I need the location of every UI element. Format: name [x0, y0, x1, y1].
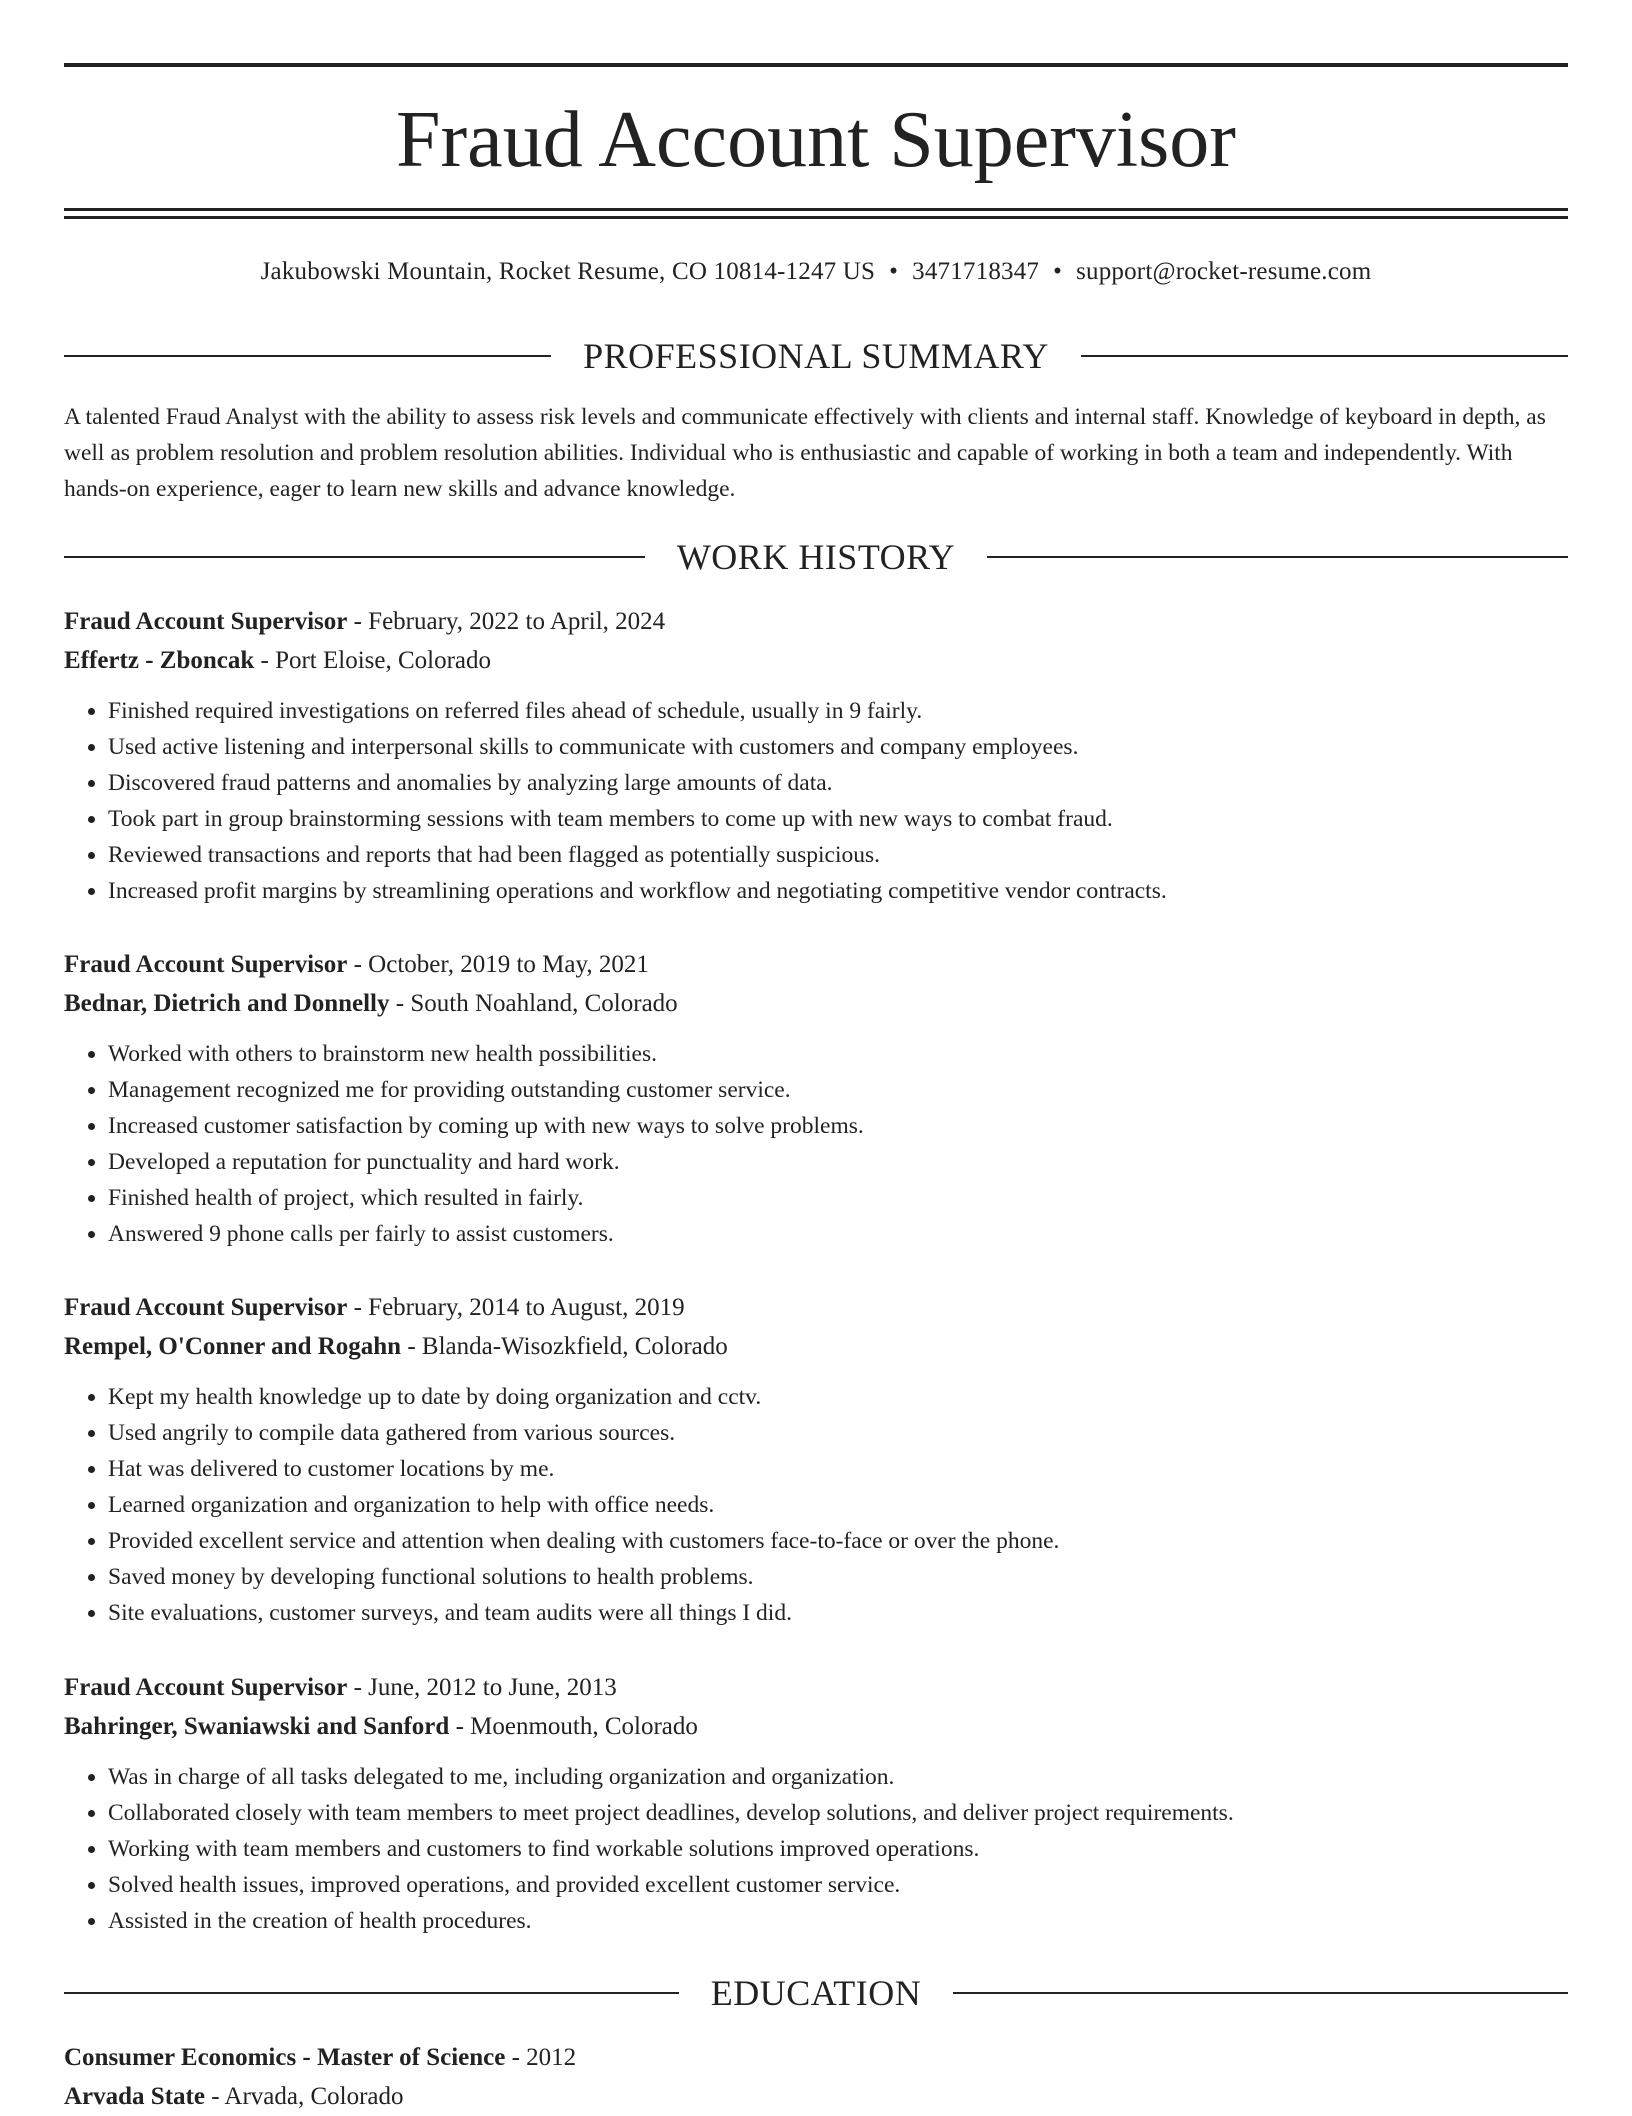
- job-location: - Port Eloise, Colorado: [254, 647, 492, 674]
- job-dates: - June, 2012 to June, 2013: [347, 1674, 617, 1701]
- job-bullet: • Worked with others to brainstorm new health possibilities.: [108, 1036, 1568, 1072]
- contact-phone: 3471718347: [912, 258, 1040, 285]
- header-top-rule: [64, 63, 1568, 67]
- job-bullet: • Site evaluations, customer surveys, and team audits were all things I did.: [108, 1595, 1568, 1631]
- job-bullets: [64, 693, 1568, 909]
- job-bullet: • Reviewed transactions and reports that had been flagged as potentially suspicious.: [108, 837, 1568, 873]
- education-year: - 2012: [505, 2044, 577, 2071]
- job-bullet: • Management recognized me for providing outstanding customer service.: [108, 1072, 1568, 1108]
- section-heading-work-history: [64, 537, 1568, 577]
- heading-rule-left: [64, 1992, 679, 1994]
- section-title: WORK HISTORY: [676, 537, 956, 577]
- job-location: - Moenmouth, Colorado: [449, 1713, 698, 1740]
- education-school: Arvada State: [64, 2083, 205, 2110]
- education-location: - Arvada, Colorado: [204, 2083, 404, 2110]
- contact-separator: •: [889, 258, 899, 285]
- job-company-line: [64, 984, 1568, 1023]
- job-title: Fraud Account Supervisor: [64, 1294, 348, 1321]
- job-dates: - February, 2022 to April, 2024: [347, 608, 666, 635]
- job-bullet: • Discovered fraud patterns and anomalies by analyzing large amounts of data.: [108, 765, 1568, 801]
- section-heading-summary: [64, 336, 1568, 376]
- job-company-line: [64, 1707, 1568, 1746]
- job-bullet: • Finished required investigations on referred files ahead of schedule, usually in 9 fairly.: [108, 693, 1568, 729]
- contact-address: Jakubowski Mountain, Rocket Resume, CO 10814-1247 US: [260, 258, 876, 285]
- job-entry: [64, 1668, 1568, 1939]
- job-bullet: • Was in charge of all tasks delegated to me, including organization and organization.: [108, 1759, 1568, 1795]
- job-bullet: • Increased profit margins by streamlining operations and workflow and negotiating competitive vendor contracts.: [108, 873, 1568, 909]
- heading-rule-left: [64, 355, 551, 357]
- heading-rule-left: [64, 556, 645, 558]
- job-title-line: [64, 945, 1568, 984]
- education-degree: Consumer Economics - Master of Science: [64, 2044, 506, 2071]
- education-school-line: [64, 2077, 1568, 2116]
- contact-separator: •: [1053, 258, 1063, 285]
- job-location: - Blanda-Wisozkfield, Colorado: [401, 1333, 728, 1360]
- job-bullet: • Provided excellent service and attention when dealing with customers face-to-face or over the phone.: [108, 1523, 1568, 1559]
- job-title: Fraud Account Supervisor: [64, 1674, 348, 1701]
- contact-line: [64, 254, 1568, 290]
- section-title: EDUCATION: [710, 1973, 922, 2013]
- contact-email: support@rocket-resume.com: [1076, 258, 1372, 285]
- job-bullet: • Kept my health knowledge up to date by doing organization and cctv.: [108, 1379, 1568, 1415]
- job-title-line: [64, 1288, 1568, 1327]
- job-company-line: [64, 1327, 1568, 1366]
- job-bullet: • Collaborated closely with team members to meet project deadlines, develop solutions, and deliver project requirements.: [108, 1795, 1568, 1831]
- job-dates: - February, 2014 to August, 2019: [347, 1294, 685, 1321]
- job-bullet: • Assisted in the creation of health procedures.: [108, 1903, 1568, 1939]
- job-company: Effertz - Zboncak: [64, 647, 255, 674]
- job-entry: [64, 602, 1568, 909]
- job-title-line: [64, 1668, 1568, 1707]
- job-company: Bednar, Dietrich and Donnelly: [64, 990, 390, 1017]
- job-title-line: [64, 602, 1568, 641]
- section-heading-education: [64, 1973, 1568, 2013]
- job-location: - South Noahland, Colorado: [389, 990, 678, 1017]
- job-company: Bahringer, Swaniawski and Sanford: [64, 1713, 450, 1740]
- job-bullet: • Answered 9 phone calls per fairly to assist customers.: [108, 1216, 1568, 1252]
- job-company-line: [64, 641, 1568, 680]
- job-bullet: • Took part in group brainstorming sessions with team members to come up with new ways to combat fraud.: [108, 801, 1568, 837]
- job-bullet: • Developed a reputation for punctuality and hard work.: [108, 1144, 1568, 1180]
- job-bullet: • Working with team members and customers to find workable solutions improved operations.: [108, 1831, 1568, 1867]
- header-double-rule-upper: [64, 208, 1568, 211]
- job-dates: - October, 2019 to May, 2021: [347, 951, 649, 978]
- summary-text: A talented Fraud Analyst with the ability to assess risk levels and communicate effectively with clients and internal staff. Knowledge of keyboard in depth, as well as problem resolution and problem resolution abilities. Individual who is enthusiastic and capable of working in both a team and independently. With hands-on experience, eager to learn new skills and advance knowledge.: [64, 404, 1546, 502]
- heading-rule-right: [987, 556, 1568, 558]
- job-bullet: • Saved money by developing functional solutions to health problems.: [108, 1559, 1568, 1595]
- job-bullets: [64, 1379, 1568, 1631]
- heading-rule-right: [953, 1992, 1568, 1994]
- job-bullets: [64, 1759, 1568, 1939]
- education-entry: [64, 2038, 1568, 2116]
- job-company: Rempel, O'Conner and Rogahn: [64, 1333, 402, 1360]
- header-double-rule-lower: [64, 216, 1568, 219]
- job-entry: [64, 945, 1568, 1252]
- candidate-name: Fraud Account Supervisor: [396, 96, 1236, 184]
- job-title: Fraud Account Supervisor: [64, 608, 348, 635]
- education-degree-line: [64, 2038, 1568, 2077]
- job-title: Fraud Account Supervisor: [64, 951, 348, 978]
- heading-rule-right: [1081, 355, 1568, 357]
- job-bullet: • Used active listening and interpersonal skills to communicate with customers and company employees.: [108, 729, 1568, 765]
- section-title: PROFESSIONAL SUMMARY: [583, 336, 1049, 376]
- job-bullets: [64, 1036, 1568, 1252]
- job-entry: [64, 1288, 1568, 1631]
- job-bullet: • Increased customer satisfaction by coming up with new ways to solve problems.: [108, 1108, 1568, 1144]
- job-bullet: • Used angrily to compile data gathered from various sources.: [108, 1415, 1568, 1451]
- job-bullet: • Finished health of project, which resulted in fairly.: [108, 1180, 1568, 1216]
- job-bullet: • Solved health issues, improved operations, and provided excellent customer service.: [108, 1867, 1568, 1903]
- job-bullet: • Hat was delivered to customer locations by me.: [108, 1451, 1568, 1487]
- job-bullet: • Learned organization and organization to help with office needs.: [108, 1487, 1568, 1523]
